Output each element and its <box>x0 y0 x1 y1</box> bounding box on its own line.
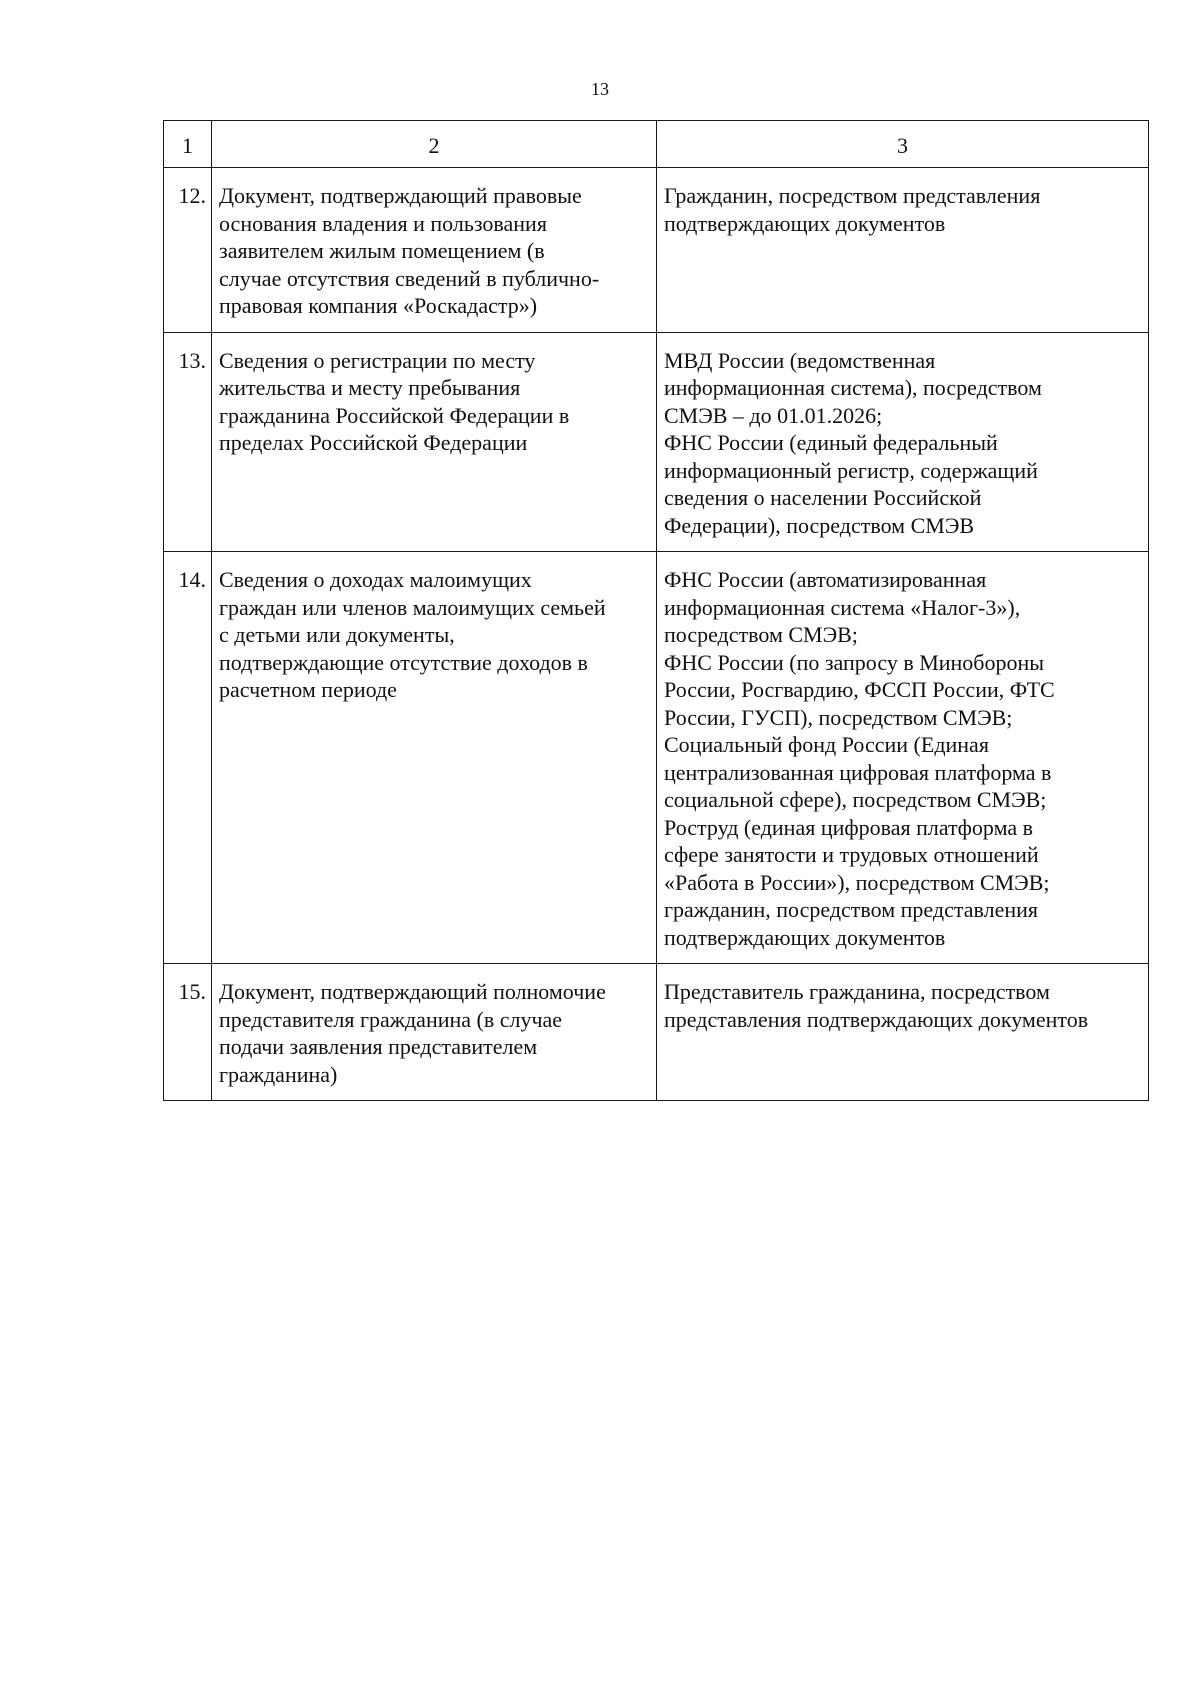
source-cell: МВД России (ведомственная информационная система), посредством СМЭВ – до 01.01.2026; ФНС России (единый федеральный информационный регистр, содержащий сведения о населении Российской Федерации), посредством СМЭВ <box>657 332 1149 552</box>
row-number: 14. <box>164 552 212 964</box>
table-header-row <box>164 121 1149 168</box>
column-header: 1 <box>164 121 212 168</box>
source-cell: ФНС России (автоматизированная информационная система «Налог-3»), посредством СМЭВ; ФНС России (по запросу в Минобороны России, Росгвардию, ФССП России, ФТС России, ГУСП), посредством СМЭВ; Социальный фонд России (Единая централизованная цифровая платформа в социальной сфере), посредством СМЭВ; Роструд (единая цифровая платформа в сфере занятости и трудовых отношений «Работа в России»), посредством СМЭВ; гражданин, посредством представления подтверждающих документов <box>657 552 1149 964</box>
document-cell: Документ, подтверждающий правовые основания владения и пользования заявителем жилым помещением (в случае отсутствия сведений в публично- правовая компания «Роскадастр») <box>212 168 657 333</box>
documents-table <box>163 120 1149 1101</box>
document-cell: Документ, подтверждающий полномочие представителя гражданина (в случае подачи заявления представителем гражданина) <box>212 964 657 1101</box>
table-row <box>164 168 1149 333</box>
table-row <box>164 332 1149 552</box>
source-cell: Гражданин, посредством представления подтверждающих документов <box>657 168 1149 333</box>
table-row <box>164 552 1149 964</box>
document-cell: Сведения о доходах малоимущих граждан или членов малоимущих семьей с детьми или документы, подтверждающие отсутствие доходов в расчетном периоде <box>212 552 657 964</box>
column-header: 3 <box>657 121 1149 168</box>
row-number: 12. <box>164 168 212 333</box>
table-row <box>164 964 1149 1101</box>
document-cell: Сведения о регистрации по месту жительства и месту пребывания гражданина Российской Федерации в пределах Российской Федерации <box>212 332 657 552</box>
page-number: 13 <box>591 79 609 99</box>
source-cell: Представитель гражданина, посредством представления подтверждающих документов <box>657 964 1149 1101</box>
row-number: 13. <box>164 332 212 552</box>
row-number: 15. <box>164 964 212 1101</box>
column-header: 2 <box>212 121 657 168</box>
